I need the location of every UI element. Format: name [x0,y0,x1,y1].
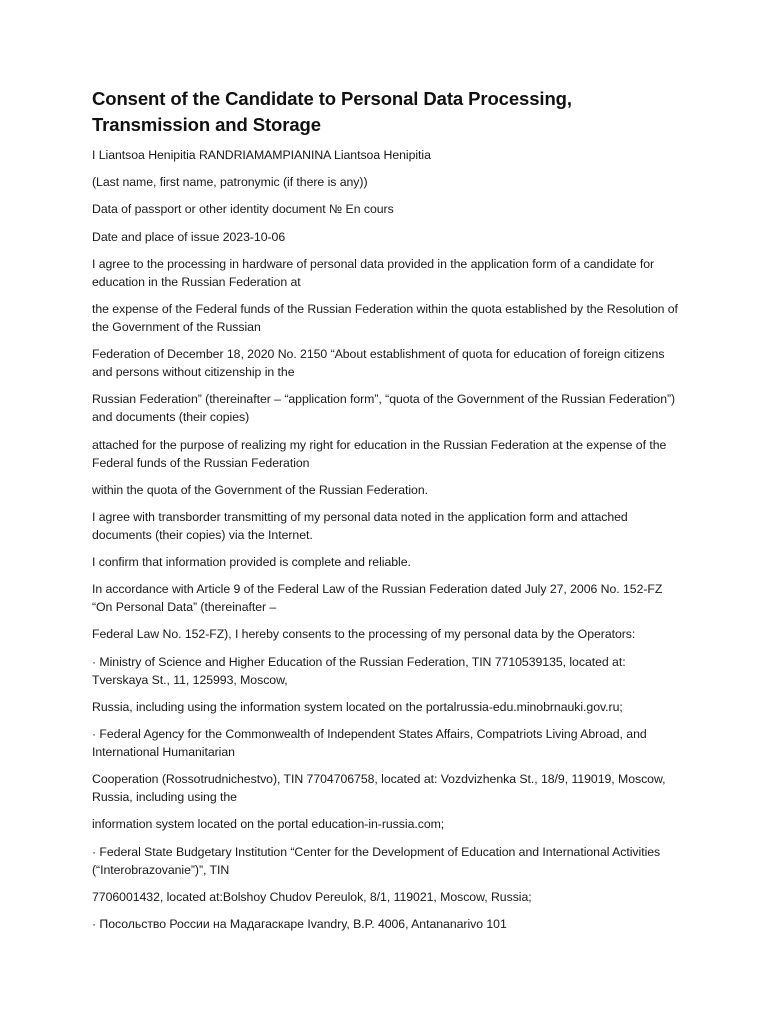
operator-list-item: · Ministry of Science and Higher Education of the Russian Federation, TIN 7710539135, located at: Tverskaya St., 11, 125993, Moscow, [92,654,626,687]
consent-paragraph: attached for the purpose of realizing my right for education in the Russian Federation at the expense of the Federal funds of the Russian Federation [92,437,667,470]
name-format-hint: (Last name, first name, patronymic (if there is any)) [92,175,368,190]
consent-paragraph: I agree to the processing in hardware of personal data provided in the application form of a candidate for education in the Russian Federation at [92,256,655,289]
operator-list-item: · Federal Agency for the Commonwealth of Independent States Affairs, Compatriots Living Abroad, and International Humanitarian [92,727,647,759]
operator-list-item: · Посольство России на Мадагаскаре Ivandry, B.P. 4006, Antananarivo 101 [92,916,507,931]
operator-list-item: Cooperation (Rossotrudnichestvo), TIN 7704706758, located at: Vozdvizhenka St., 18/9, 119019, Moscow, Russia, including using the [92,772,666,805]
legal-basis-paragraph: Federal Law No. 152-FZ), I hereby consents to the processing of my personal data by the Operators: [92,627,636,642]
transborder-consent-paragraph: I agree with transborder transmitting of my personal data noted in the application form and attached documents (their copies) via the Internet. [92,509,628,542]
legal-basis-paragraph: In accordance with Article 9 of the Federal Law of the Russian Federation dated July 27, 2006 No. 152-FZ “On Personal Data” (thereinafter – [92,582,663,615]
issue-date-line: Date and place of issue 2023-10-06 [92,229,286,244]
operator-list-item: Russia, including using the information system located on the portalrussia-edu.minobrnauki.gov.ru; [92,699,623,714]
operator-list-item: 7706001432, located at:Bolshoy Chudov Pereulok, 8/1, 119021, Moscow, Russia; [92,889,532,904]
candidate-name-line: I Liantsoa Henipitia RANDRIAMAMPIANINA Liantsoa Henipitia [92,148,431,162]
consent-paragraph: the expense of the Federal funds of the Russian Federation within the quota established by the Resolution of the Government of the Russian [92,301,678,334]
consent-paragraph: within the quota of the Government of the Russian Federation. [92,482,428,497]
confirmation-paragraph: I confirm that information provided is complete and reliable. [92,555,411,570]
operator-list-item: · Federal State Budgetary Institution “Center for the Development of Education and International Activities (“Interobrazovanie”)”, TIN [92,844,661,877]
consent-paragraph: Federation of December 18, 2020 No. 2150 “About establishment of quota for education of foreign citizens and persons without citizenship in the [92,347,665,380]
document-body [92,86,682,942]
consent-paragraph: Russian Federation” (thereinafter – “application form”, “quota of the Government of the Russian Federation”) and documents (their copies) [92,392,676,425]
passport-data-line: Data of passport or other identity document № En cours [92,202,394,217]
operator-list-item: information system located on the portal education-in-russia.com; [92,817,445,832]
document-title: Consent of the Candidate to Personal Data Processing, Transmission and Storage [92,88,572,135]
